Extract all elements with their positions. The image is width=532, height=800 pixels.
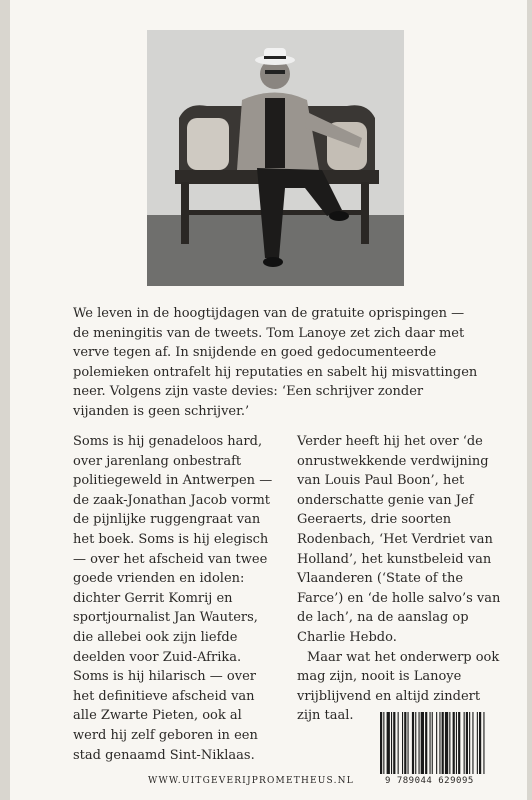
barcode-bar	[425, 712, 427, 774]
barcode-bar	[442, 712, 444, 774]
publisher-url: WWW.UITGEVERIJPROMETHEUS.NL	[148, 776, 354, 786]
intro-paragraph: We leven in de hoogtijdagen van de gratuite oprispingen — de meningitis van de tweets. Tom Lanoye zet zich daar met verve tegen af. In snijdende en goed gedocumenteerde polemieken ontrafelt hij reputaties en sabelt hij misvattingen neer. Volgens zijn vaste devies: ‘Een schrijver zonder vijanden is geen schrijver.’	[73, 306, 478, 419]
barcode-bar	[412, 712, 414, 774]
barcode-bar	[432, 712, 433, 774]
barcode-bar	[483, 712, 484, 774]
barcode-bar	[453, 712, 455, 774]
right-column-paragraph-1: Verder heeft hij het over ‘de onrustwekkende verdwijning van Louis Paul Boon’, het onderschatte genie van Jef Geeraerts, drie soorten Rodenbach, ‘Het Verdriet van Holland’, het kunstbeleid van Vlaanderen (‘State of the Farce’) en ‘de holle salvo’s van de lach’, na de aanslag op Charlie Hebdo.	[297, 434, 501, 645]
barcode-bar	[387, 712, 390, 774]
barcode-bar	[430, 712, 431, 774]
barcode-bar	[464, 712, 465, 774]
back-cover	[10, 0, 527, 800]
barcode-bar	[383, 712, 384, 774]
barcode-bar	[479, 712, 481, 774]
barcode	[378, 712, 524, 774]
barcode-bar	[402, 712, 403, 774]
barcode-bar	[415, 712, 416, 774]
barcode-bar	[458, 712, 460, 774]
barcode-bar	[439, 712, 440, 774]
barcode-bar	[404, 712, 406, 774]
barcode-bar	[393, 712, 395, 774]
author-photo	[147, 30, 404, 286]
barcode-bar	[445, 712, 448, 774]
barcode-bar	[472, 712, 473, 774]
barcode-bar	[436, 712, 437, 774]
barcode-bar	[408, 712, 409, 774]
right-column	[297, 432, 501, 726]
barcode-bar	[398, 712, 399, 774]
barcode-bar	[466, 712, 468, 774]
isbn-number: 9 789044 629095	[385, 776, 474, 786]
barcode-bar	[469, 712, 470, 774]
barcode-bar	[421, 712, 424, 774]
right-column-paragraph-2: Maar wat het onderwerp ook mag zijn, nooit is Lanoye vrijblijvend en altijd zindert zijn taal.	[297, 649, 500, 724]
left-column	[73, 432, 273, 765]
barcode-bar	[456, 712, 457, 774]
barcode-bar	[391, 712, 392, 774]
barcode-bar	[380, 712, 382, 774]
left-column-text: Soms is hij genadeloos hard, over jarenlang onbestraft politiegeweld in Antwerpen — de zaak-Jonathan Jacob vormt de pijnlijke ruggengraat van het boek. Soms is hij elegisch — over het afscheid van twee goede vrienden en idolen: dichter Gerrit Komrij en sportjournalist Jan Wauters, die allebei ook zijn liefde deelden voor Zuid-Afrika. Soms is hij hilarisch — over het definitieve afscheid van alle Zwarte Pieten, ook al werd hij zelf geboren in een stad genaamd Sint-Niklaas.	[73, 434, 273, 763]
barcode-bar	[419, 712, 420, 774]
barcode-bar	[477, 712, 478, 774]
barcode-bar	[449, 712, 450, 774]
